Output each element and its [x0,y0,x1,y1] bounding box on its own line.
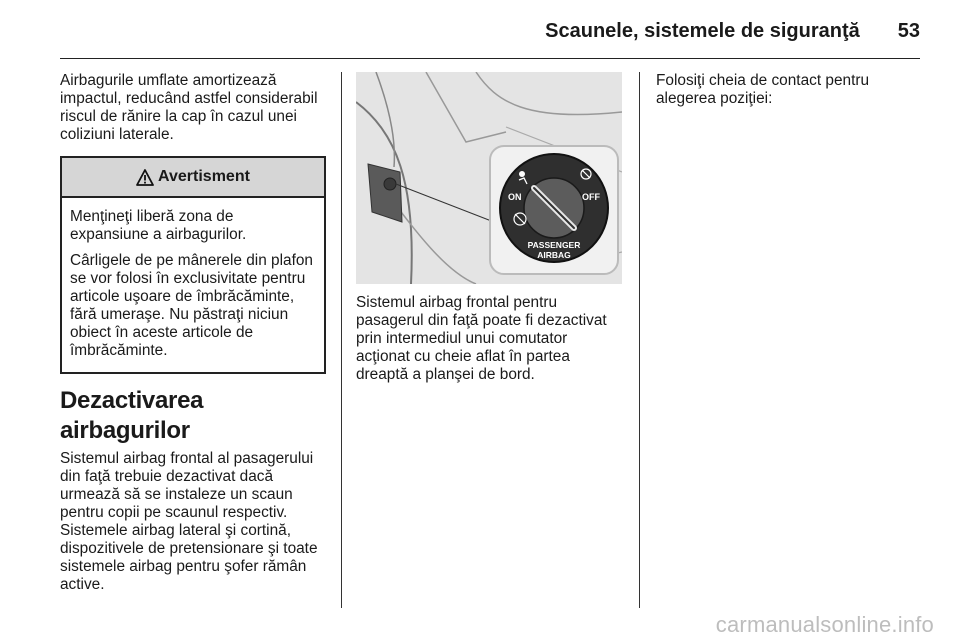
instruction-paragraph: Folosiţi cheia de contact pentru alegerea poziţiei: [656,72,870,107]
warning-paragraph: Cârligele de pe mânerele din plafon se vor folosi în exclusivitate pentru articole uşoare de îmbrăcăminte, fără umeraşe. Nu păstraţi niciun obiect în aceste articole de îmbrăcăminte. [70,252,313,359]
section-title: Dezactivarea airbagurilor [60,387,204,444]
column-divider [639,72,640,608]
column-middle [356,72,624,384]
section-paragraph: Sistemul airbag frontal al pasagerului din faţă trebuie dezactivat dacă urmează să se instaleze un scaun pentru copii pe scaunul respectiv. Sistemele airbag lateral şi cortină, dispozitivele de pretensionare şi toate sistemele airbag pentru şofer rămân active. [60,450,318,593]
warning-header [62,158,324,198]
switch-passenger-label: PASSENGER [527,240,581,250]
passenger-airbag-key-switch-illustration [356,72,622,284]
column-left [60,72,326,594]
column-right [656,72,920,108]
page-title: Scaunele, sistemele de siguranţă [545,19,860,42]
warning-triangle-icon [136,169,154,186]
switch-on-label: ON [508,192,522,202]
page-number: 53 [897,19,920,42]
figure-caption: Sistemul airbag frontal pentru pasagerul din faţă poate fi dezactivat prin intermediul unui comutator acţionat cu cheie aflat în partea dreaptă a planşei de bord. [356,294,607,383]
column-divider [341,72,342,608]
intro-paragraph: Airbagurile umflate amortizează impactul, reducând astfel considerabil riscul de rănire la cap în cazul unei coliziuni laterale. [60,72,318,143]
page-header [60,14,920,48]
airbag-switch-figure [356,72,622,284]
watermark: carmanualsonline.info [715,612,934,637]
warning-paragraph: Menţineţi liberă zona de expansiune a airbagurilor. [70,208,247,243]
warning-box [60,156,326,374]
warning-body [62,198,324,372]
warning-title: Avertisment [158,168,250,185]
switch-airbag-label: AIRBAG [537,250,571,260]
switch-off-label: OFF [582,192,600,202]
header-rule [60,58,920,59]
